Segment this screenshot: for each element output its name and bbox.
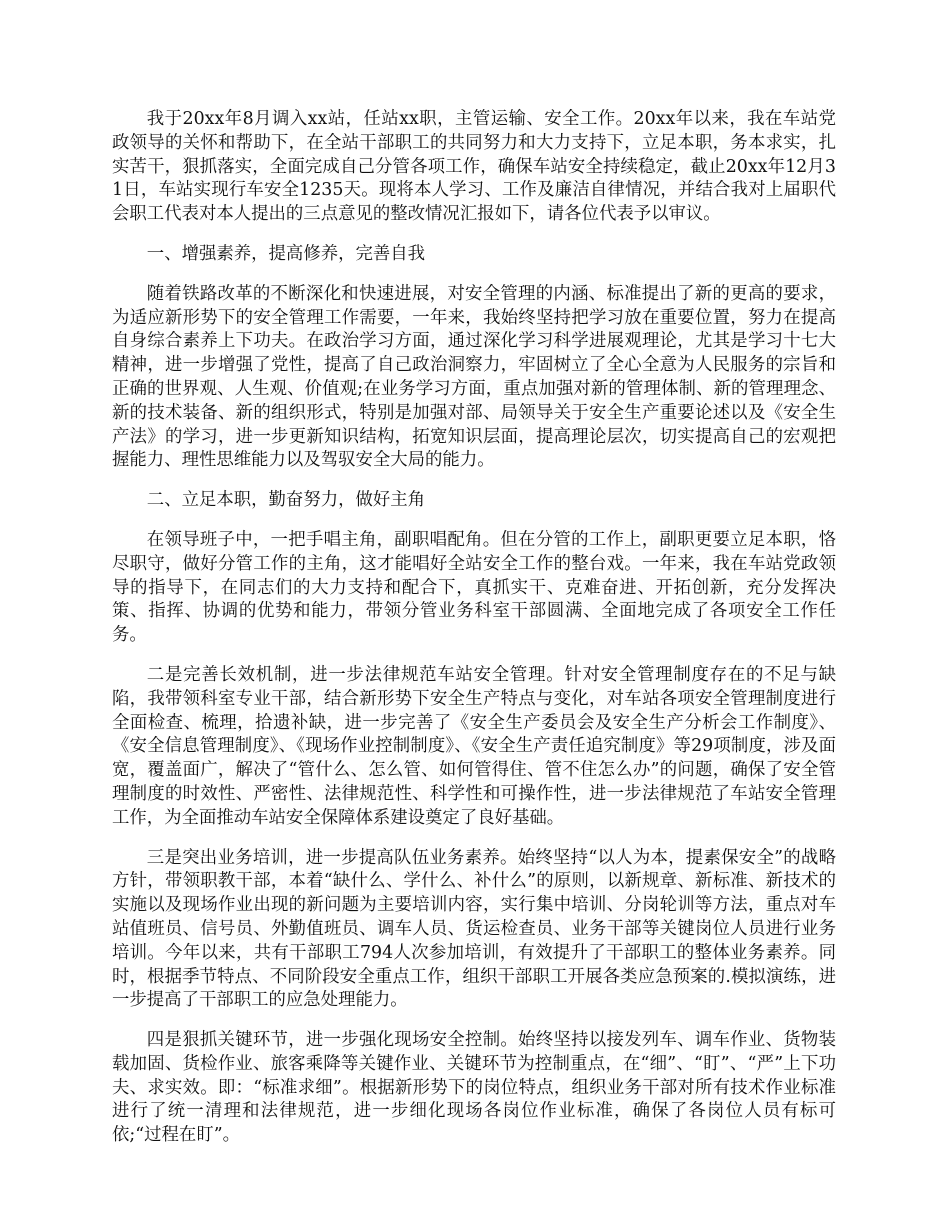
study-paragraph: 随着铁路改革的不断深化和快速进展，对安全管理的内涵、标准提出了新的更高的要求，为适应新形势下的安全管理工作需要，一年来，我始终坚持把学习放在重要位置，努力在提高自身综合素养上下功夫。在政治学习方面，通过深化学习科学进展观理论，尤其是学习十七大精神，进一步增强了党性，提高了自己政治洞察力，牢固树立了全心全意为人民服务的宗旨和正确的世界观、人生观、价值观;在业务学习方面，重点加强对新的管理体制、新的管理理念、新的技术装备、新的组织形式，特别是加强对部、局领导关于安全生产重要论述以及《安全生产法》的学习，进一步更新知识结构，拓宽知识层面，提高理论层次，切实提高自己的宏观把握能力、理性思维能力以及驾驭安全大局的能力。: [112, 283, 836, 471]
duty-paragraph: 在领导班子中，一把手唱主角，副职唱配角。但在分管的工作上，副职更要立足本职，恪尽职守，做好分管工作的主角，这才能唱好全站安全工作的整台戏。一年来，我在车站党政领导的指导下，在同志们的大力支持和配合下，真抓实干、克难奋进、开拓创新，充分发挥决策、指挥、协调的优势和能力，带领分管业务科室干部圆满、全面地完成了各项安全工作任务。: [112, 529, 836, 646]
intro-paragraph: 我于20xx年8月调入xx站，任站xx职，主管运输、安全工作。20xx年以来，我在车站党政领导的关怀和帮助下，在全站干部职工的共同努力和大力支持下，立足本职，务本求实，扎实苦干，狠抓落实，全面完成自己分管各项工作，确保车站安全持续稳定，截止20xx年12月31日，车站实现行车安全1235天。现将本人学习、工作及廉洁自律情况，并结合我对上届职代会职工代表对本人提出的三点意见的整改情况汇报如下，请各位代表予以审议。: [112, 109, 836, 225]
mechanism-paragraph: 二是完善长效机制，进一步法律规范车站安全管理。针对安全管理制度存在的不足与缺陷，我带领科室专业干部，结合新形势下安全生产特点与变化，对车站各项安全管理制度进行全面检查、梳理，拾遗补缺，进一步完善了《安全生产委员会及安全生产分析会工作制度》、《安全信息管理制度》、《现场作业控制制度》、《安全生产责任追究制度》等29项制度，涉及面宽，覆盖面广，解决了“管什么、怎么管、如何管得住、管不住怎么办”的问题，确保了安全管理制度的时效性、严密性、法律规范性、科学性和可操作性，进一步法律规范了车站安全管理工作，为全面推动车站安全保障体系建设奠定了良好基础。: [112, 664, 836, 828]
document-page: [112, 108, 836, 1164]
section-heading-2: 二、立足本职，勤奋努力，做好主角: [146, 490, 426, 511]
training-paragraph: 三是突出业务培训，进一步提高队伍业务素养。始终坚持“以人为本，提素保安全”的战略方针，带领职教干部，本着“缺什么、学什么、补什么”的原则，以新规章、新标准、新技术的实施以及现场作业出现的新问题为主要培训内容，实行集中培训、分岗轮训等方法，重点对车站值班员、信号员、外勤值班员、调车人员、货运检查员、业务干部等关键岗位人员进行业务培训。今年以来，共有干部职工794人次参加培训，有效提升了干部职工的整体业务素养。同时，根据季节特点、不同阶段安全重点工作，组织干部职工开展各类应急预案的.模拟演练，进一步提高了干部职工的应急处理能力。: [112, 847, 836, 1011]
key-links-paragraph: 四是狠抓关键环节，进一步强化现场安全控制。始终坚持以接发列车、调车作业、货物装载加固、货检作业、旅客乘降等关键作业、关键环节为控制重点，在“细”、“盯”、“严”上下功夫、求实效。即：“标准求细”。根据新形势下的岗位特点，组织业务干部对所有技术作业标准进行了统一清理和法律规范，进一步细化现场各岗位作业标准，确保了各岗位人员有标可依;“过程在盯”。: [112, 1030, 836, 1146]
section-heading-1: 一、增强素养，提高修养，完善自我: [146, 243, 426, 264]
